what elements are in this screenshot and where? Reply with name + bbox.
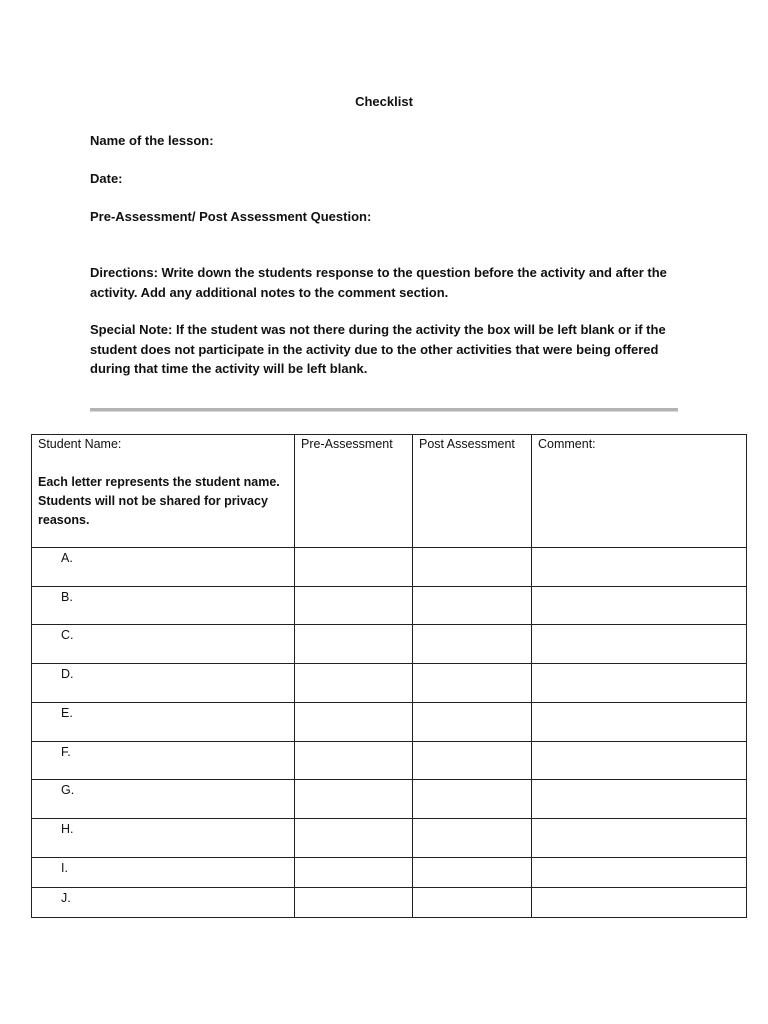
table-row [32,819,747,858]
student-letter-cell: F. [32,742,295,780]
post-assessment-cell[interactable] [413,587,532,625]
comment-cell[interactable] [532,664,747,703]
table-header-row [32,435,747,548]
table-row [32,625,747,664]
special-note-paragraph: Special Note: If the student was not there during the activity the box will be left blank or if the student does not participate in the activity due to the other activities that were being offered during that time the activity will be left blank. [90,322,666,376]
comment-cell[interactable] [532,819,747,858]
pre-assessment-cell[interactable] [295,587,413,625]
pre-assessment-cell[interactable] [295,703,413,742]
table-row [32,587,747,625]
table-row [32,780,747,819]
comment-cell[interactable] [532,742,747,780]
comment-cell[interactable] [532,587,747,625]
pre-assessment-cell[interactable] [295,664,413,703]
post-assessment-cell[interactable] [413,780,532,819]
table-row [32,888,747,918]
question-label: Pre-Assessment/ Post Assessment Question: [90,209,372,224]
pre-assessment-cell[interactable] [295,742,413,780]
post-assessment-cell[interactable] [413,742,532,780]
pre-assessment-cell[interactable] [295,819,413,858]
student-letter-cell: J. [32,888,295,918]
comment-cell[interactable] [532,625,747,664]
post-assessment-cell[interactable] [413,664,532,703]
post-assessment-header: Post Assessment [413,435,532,548]
lesson-name-label: Name of the lesson: [90,133,214,148]
date-label: Date: [90,171,123,186]
student-privacy-note: Each letter represents the student name. Students will not be shared for privacy reasons. [38,475,280,527]
directions-paragraph: Directions: Write down the students response to the question before the activity and after the activity. Add any additional notes to the comment section. [90,265,667,300]
post-assessment-cell[interactable] [413,819,532,858]
page-title: Checklist [355,94,413,109]
pre-assessment-cell[interactable] [295,858,413,888]
pre-assessment-header: Pre-Assessment [295,435,413,548]
post-assessment-cell[interactable] [413,888,532,918]
table-row [32,742,747,780]
pre-assessment-cell[interactable] [295,888,413,918]
student-letter-cell: H. [32,819,295,858]
checklist-table [31,434,747,918]
comment-header: Comment: [532,435,747,548]
student-letter-cell: C. [32,625,295,664]
student-letter-cell: B. [32,587,295,625]
student-name-header-label: Student Name: [38,437,122,451]
student-name-header [32,435,295,548]
student-letter-cell: D. [32,664,295,703]
pre-assessment-cell[interactable] [295,548,413,587]
comment-cell[interactable] [532,858,747,888]
student-letter-cell: E. [32,703,295,742]
student-letter-cell: I. [32,858,295,888]
comment-cell[interactable] [532,888,747,918]
comment-cell[interactable] [532,703,747,742]
comment-cell[interactable] [532,548,747,587]
table-row [32,703,747,742]
post-assessment-cell[interactable] [413,858,532,888]
table-row [32,664,747,703]
post-assessment-cell[interactable] [413,548,532,587]
horizontal-divider [90,408,678,412]
post-assessment-cell[interactable] [413,625,532,664]
pre-assessment-cell[interactable] [295,780,413,819]
pre-assessment-cell[interactable] [295,625,413,664]
student-letter-cell: A. [32,548,295,587]
comment-cell[interactable] [532,780,747,819]
table-row [32,548,747,587]
post-assessment-cell[interactable] [413,703,532,742]
student-letter-cell: G. [32,780,295,819]
table-row [32,858,747,888]
